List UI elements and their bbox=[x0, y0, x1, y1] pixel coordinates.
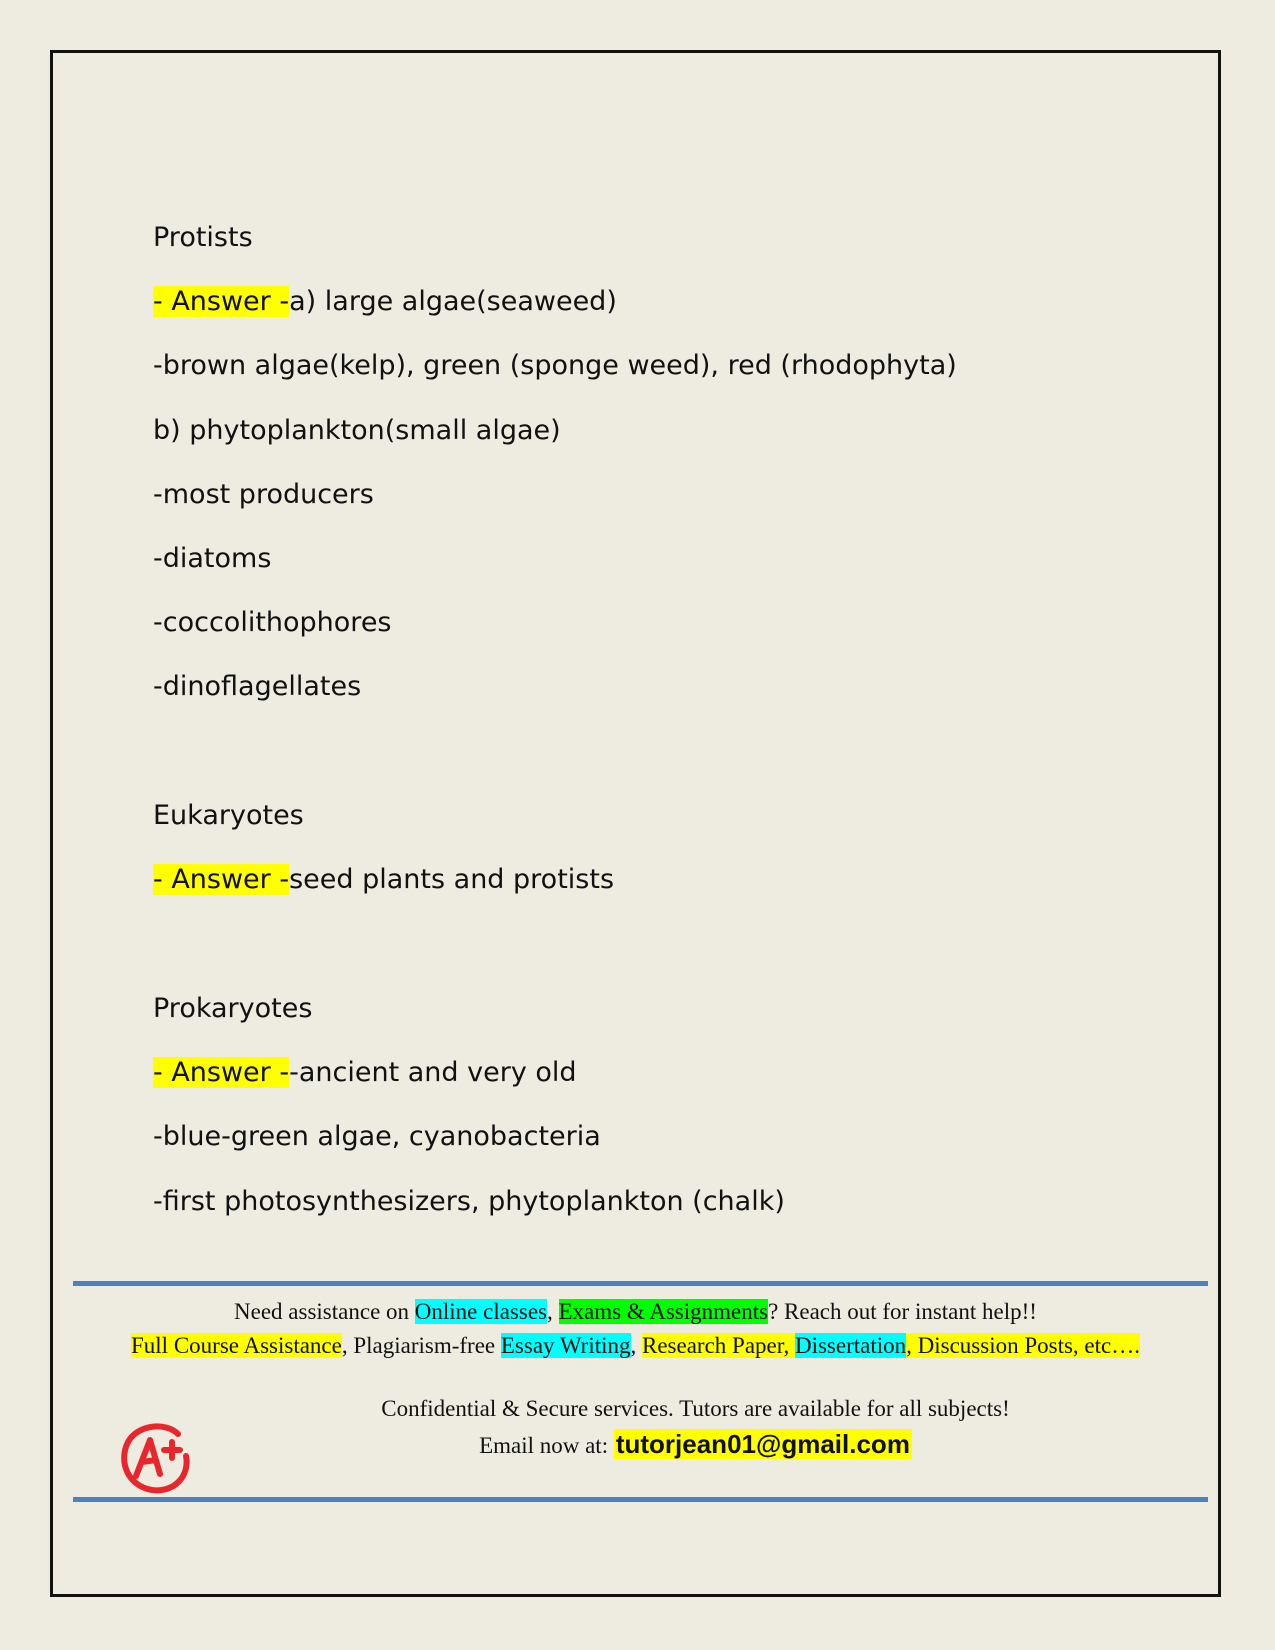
answer-label: - Answer - bbox=[153, 1057, 290, 1088]
footer-text: , bbox=[547, 1299, 559, 1324]
document-page bbox=[50, 50, 1221, 1597]
email-label: Email now at: bbox=[479, 1433, 614, 1458]
footer-bottom-rule bbox=[73, 1497, 1208, 1502]
footer-text: , bbox=[630, 1333, 642, 1358]
online-classes-label: Online classes bbox=[414, 1299, 547, 1324]
discussion-posts-label: , Discussion Posts, etc…. bbox=[906, 1333, 1140, 1358]
note-line: -blue-green algae, cyanobacteria bbox=[153, 1121, 601, 1152]
section-heading-eukaryotes: Eukaryotes bbox=[153, 800, 304, 831]
answer-line bbox=[153, 285, 617, 319]
footer-line-1 bbox=[53, 1297, 1218, 1327]
footer-email-line bbox=[173, 1429, 1218, 1461]
dissertation-label: Dissertation bbox=[794, 1333, 907, 1358]
note-line: -brown algae(kelp), green (sponge weed), red (rhodophyta) bbox=[153, 350, 957, 381]
answer-line bbox=[153, 1056, 577, 1090]
footer-line-3: Confidential & Secure services. Tutors are available for all subjects! bbox=[381, 1396, 1010, 1421]
essay-writing-label: Essay Writing bbox=[500, 1333, 631, 1358]
exams-assignments-label: Exams & Assignments bbox=[558, 1299, 769, 1324]
footer-text: , Plagiarism-free bbox=[341, 1333, 501, 1358]
footer-line-2 bbox=[53, 1331, 1218, 1361]
note-line: -coccolithophores bbox=[153, 607, 392, 638]
note-line: -diatoms bbox=[153, 543, 272, 574]
note-line: -first photosynthesizers, phytoplankton (chalk) bbox=[153, 1186, 785, 1217]
answer-line bbox=[153, 863, 614, 897]
answer-text: seed plants and protists bbox=[289, 864, 615, 895]
full-course-label: Full Course Assistance bbox=[131, 1333, 342, 1358]
footer-top-rule bbox=[73, 1281, 1208, 1286]
note-line: -dinoflagellates bbox=[153, 671, 362, 702]
note-line: b) phytoplankton(small algae) bbox=[153, 415, 561, 446]
section-heading-protists: Protists bbox=[153, 222, 253, 253]
section-heading-prokaryotes: Prokaryotes bbox=[153, 993, 313, 1024]
email-address[interactable]: tutorjean01@gmail.com bbox=[615, 1429, 910, 1459]
footer-text: Need assistance on bbox=[234, 1299, 415, 1324]
answer-text: -ancient and very old bbox=[289, 1057, 577, 1088]
answer-label: - Answer - bbox=[153, 286, 290, 317]
answer-text: a) large algae(seaweed) bbox=[289, 286, 617, 317]
note-line: -most producers bbox=[153, 479, 374, 510]
answer-label: - Answer - bbox=[153, 864, 290, 895]
footer-text: ? Reach out for instant help!! bbox=[768, 1299, 1037, 1324]
a-plus-grade-icon bbox=[118, 1420, 194, 1496]
research-paper-label: Research Paper, bbox=[642, 1333, 795, 1358]
